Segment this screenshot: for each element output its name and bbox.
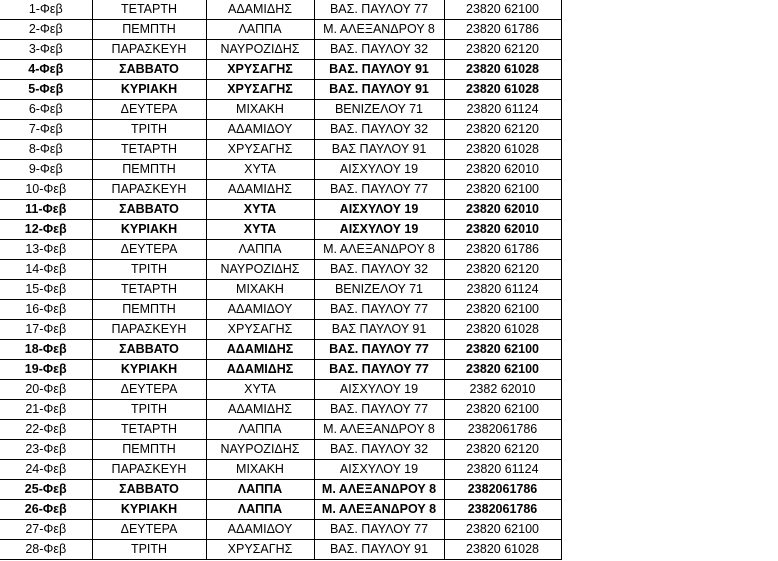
table-row <box>0 520 561 540</box>
name-cell: ΧΥΤΑ <box>206 160 314 180</box>
date-cell: 1-Φεβ <box>0 0 92 20</box>
phone-cell: 23820 61124 <box>444 100 561 120</box>
weekday-cell: ΤΕΤΑΡΤΗ <box>92 420 206 440</box>
weekday-cell: ΠΑΡΑΣΚΕΥΗ <box>92 180 206 200</box>
address-cell: ΑΙΣΧΥΛΟΥ 19 <box>314 380 444 400</box>
phone-cell: 23820 62100 <box>444 520 561 540</box>
phone-cell: 23820 62120 <box>444 440 561 460</box>
date-cell: 9-Φεβ <box>0 160 92 180</box>
weekday-cell: ΠΑΡΑΣΚΕΥΗ <box>92 40 206 60</box>
weekday-cell: ΚΥΡΙΑΚΗ <box>92 80 206 100</box>
name-cell: ΑΔΑΜΙΔΟΥ <box>206 520 314 540</box>
table-row <box>0 480 561 500</box>
weekday-cell: ΣΑΒΒΑΤΟ <box>92 340 206 360</box>
address-cell: ΒΑΣ. ΠΑΥΛΟΥ 32 <box>314 440 444 460</box>
weekday-cell: ΤΕΤΑΡΤΗ <box>92 0 206 20</box>
phone-cell: 23820 61124 <box>444 280 561 300</box>
phone-cell: 23820 62120 <box>444 260 561 280</box>
phone-cell: 23820 62100 <box>444 400 561 420</box>
phone-cell: 23820 61028 <box>444 140 561 160</box>
address-cell: ΒΑΣ. ΠΑΥΛΟΥ 32 <box>314 260 444 280</box>
date-cell: 17-Φεβ <box>0 320 92 340</box>
address-cell: ΑΙΣΧΥΛΟΥ 19 <box>314 220 444 240</box>
table-row <box>0 0 561 20</box>
date-cell: 28-Φεβ <box>0 540 92 560</box>
name-cell: ΧΡΥΣΑΓΗΣ <box>206 140 314 160</box>
date-cell: 15-Φεβ <box>0 280 92 300</box>
table-row <box>0 80 561 100</box>
phone-cell: 23820 61786 <box>444 240 561 260</box>
address-cell: Μ. ΑΛΕΞΑΝΔΡΟΥ 8 <box>314 420 444 440</box>
table-row <box>0 60 561 80</box>
weekday-cell: ΚΥΡΙΑΚΗ <box>92 220 206 240</box>
name-cell: ΑΔΑΜΙΔΗΣ <box>206 0 314 20</box>
name-cell: ΛΑΠΠΑ <box>206 420 314 440</box>
address-cell: ΑΙΣΧΥΛΟΥ 19 <box>314 200 444 220</box>
name-cell: ΝΑΥΡΟΖΙΔΗΣ <box>206 260 314 280</box>
phone-cell: 23820 62100 <box>444 340 561 360</box>
phone-cell: 2382 62010 <box>444 380 561 400</box>
address-cell: ΑΙΣΧΥΛΟΥ 19 <box>314 160 444 180</box>
phone-cell: 23820 62010 <box>444 220 561 240</box>
table-row <box>0 320 561 340</box>
table-row <box>0 40 561 60</box>
date-cell: 10-Φεβ <box>0 180 92 200</box>
address-cell: Μ. ΑΛΕΞΑΝΔΡΟΥ 8 <box>314 480 444 500</box>
name-cell: ΜΙΧΑΚΗ <box>206 100 314 120</box>
date-cell: 18-Φεβ <box>0 340 92 360</box>
weekday-cell: ΣΑΒΒΑΤΟ <box>92 480 206 500</box>
address-cell: Μ. ΑΛΕΞΑΝΔΡΟΥ 8 <box>314 20 444 40</box>
weekday-cell: ΔΕΥΤΕΡΑ <box>92 100 206 120</box>
table-row <box>0 100 561 120</box>
name-cell: ΑΔΑΜΙΔΟΥ <box>206 300 314 320</box>
name-cell: ΧΡΥΣΑΓΗΣ <box>206 540 314 560</box>
table-row <box>0 380 561 400</box>
weekday-cell: ΚΥΡΙΑΚΗ <box>92 500 206 520</box>
table-row <box>0 360 561 380</box>
table-row <box>0 200 561 220</box>
phone-cell: 23820 61028 <box>444 60 561 80</box>
name-cell: ΛΑΠΠΑ <box>206 480 314 500</box>
phone-cell: 23820 62010 <box>444 160 561 180</box>
phone-cell: 23820 61028 <box>444 80 561 100</box>
address-cell: ΒΕΝΙΖΕΛΟΥ 71 <box>314 100 444 120</box>
phone-cell: 2382061786 <box>444 480 561 500</box>
address-cell: ΒΑΣ. ΠΑΥΛΟΥ 77 <box>314 360 444 380</box>
date-cell: 4-Φεβ <box>0 60 92 80</box>
phone-cell: 23820 62100 <box>444 180 561 200</box>
name-cell: ΑΔΑΜΙΔΗΣ <box>206 180 314 200</box>
table-row <box>0 280 561 300</box>
table-row <box>0 540 561 560</box>
weekday-cell: ΣΑΒΒΑΤΟ <box>92 200 206 220</box>
address-cell: ΒΑΣ. ΠΑΥΛΟΥ 32 <box>314 120 444 140</box>
date-cell: 25-Φεβ <box>0 480 92 500</box>
address-cell: ΒΑΣ. ΠΑΥΛΟΥ 77 <box>314 340 444 360</box>
address-cell: ΒΕΝΙΖΕΛΟΥ 71 <box>314 280 444 300</box>
table-row <box>0 220 561 240</box>
name-cell: ΝΑΥΡΟΖΙΔΗΣ <box>206 40 314 60</box>
phone-cell: 23820 62120 <box>444 120 561 140</box>
address-cell: ΒΑΣ ΠΑΥΛΟΥ 91 <box>314 320 444 340</box>
weekday-cell: ΔΕΥΤΕΡΑ <box>92 240 206 260</box>
phone-cell: 2382061786 <box>444 420 561 440</box>
weekday-cell: ΔΕΥΤΕΡΑ <box>92 380 206 400</box>
table-row <box>0 120 561 140</box>
weekday-cell: ΠΕΜΠΤΗ <box>92 440 206 460</box>
table-row <box>0 340 561 360</box>
name-cell: ΑΔΑΜΙΔΗΣ <box>206 400 314 420</box>
weekday-cell: ΠΕΜΠΤΗ <box>92 300 206 320</box>
address-cell: Μ. ΑΛΕΞΑΝΔΡΟΥ 8 <box>314 500 444 520</box>
address-cell: ΒΑΣ. ΠΑΥΛΟΥ 77 <box>314 0 444 20</box>
address-cell: ΒΑΣ. ΠΑΥΛΟΥ 77 <box>314 400 444 420</box>
address-cell: Μ. ΑΛΕΞΑΝΔΡΟΥ 8 <box>314 240 444 260</box>
weekday-cell: ΠΕΜΠΤΗ <box>92 160 206 180</box>
name-cell: ΧΡΥΣΑΓΗΣ <box>206 80 314 100</box>
address-cell: ΒΑΣ. ΠΑΥΛΟΥ 77 <box>314 180 444 200</box>
address-cell: ΒΑΣ ΠΑΥΛΟΥ 91 <box>314 140 444 160</box>
name-cell: ΛΑΠΠΑ <box>206 20 314 40</box>
date-cell: 21-Φεβ <box>0 400 92 420</box>
phone-cell: 23820 61028 <box>444 540 561 560</box>
date-cell: 3-Φεβ <box>0 40 92 60</box>
weekday-cell: ΤΡΙΤΗ <box>92 260 206 280</box>
weekday-cell: ΤΡΙΤΗ <box>92 540 206 560</box>
date-cell: 24-Φεβ <box>0 460 92 480</box>
name-cell: ΧΥΤΑ <box>206 380 314 400</box>
table-row <box>0 440 561 460</box>
address-cell: ΒΑΣ. ΠΑΥΛΟΥ 32 <box>314 40 444 60</box>
table-row <box>0 240 561 260</box>
weekday-cell: ΣΑΒΒΑΤΟ <box>92 60 206 80</box>
weekday-cell: ΤΡΙΤΗ <box>92 120 206 140</box>
weekday-cell: ΠΕΜΠΤΗ <box>92 20 206 40</box>
name-cell: ΑΔΑΜΙΔΗΣ <box>206 360 314 380</box>
phone-cell: 23820 62120 <box>444 40 561 60</box>
date-cell: 22-Φεβ <box>0 420 92 440</box>
name-cell: ΛΑΠΠΑ <box>206 240 314 260</box>
table-row <box>0 420 561 440</box>
date-cell: 19-Φεβ <box>0 360 92 380</box>
date-cell: 12-Φεβ <box>0 220 92 240</box>
weekday-cell: ΠΑΡΑΣΚΕΥΗ <box>92 460 206 480</box>
phone-cell: 23820 61028 <box>444 320 561 340</box>
date-cell: 7-Φεβ <box>0 120 92 140</box>
date-cell: 27-Φεβ <box>0 520 92 540</box>
phone-cell: 23820 62010 <box>444 200 561 220</box>
name-cell: ΝΑΥΡΟΖΙΔΗΣ <box>206 440 314 460</box>
weekday-cell: ΤΡΙΤΗ <box>92 400 206 420</box>
address-cell: ΒΑΣ. ΠΑΥΛΟΥ 91 <box>314 80 444 100</box>
weekday-cell: ΤΕΤΑΡΤΗ <box>92 280 206 300</box>
date-cell: 8-Φεβ <box>0 140 92 160</box>
address-cell: ΒΑΣ. ΠΑΥΛΟΥ 77 <box>314 300 444 320</box>
table-row <box>0 140 561 160</box>
date-cell: 16-Φεβ <box>0 300 92 320</box>
address-cell: ΒΑΣ. ΠΑΥΛΟΥ 77 <box>314 520 444 540</box>
table-row <box>0 500 561 520</box>
date-cell: 23-Φεβ <box>0 440 92 460</box>
date-cell: 11-Φεβ <box>0 200 92 220</box>
phone-cell: 23820 61786 <box>444 20 561 40</box>
date-cell: 5-Φεβ <box>0 80 92 100</box>
date-cell: 26-Φεβ <box>0 500 92 520</box>
table-row <box>0 300 561 320</box>
name-cell: ΧΡΥΣΑΓΗΣ <box>206 60 314 80</box>
date-cell: 6-Φεβ <box>0 100 92 120</box>
weekday-cell: ΠΑΡΑΣΚΕΥΗ <box>92 320 206 340</box>
table-row <box>0 20 561 40</box>
name-cell: ΧΡΥΣΑΓΗΣ <box>206 320 314 340</box>
name-cell: ΑΔΑΜΙΔΟΥ <box>206 120 314 140</box>
name-cell: ΛΑΠΠΑ <box>206 500 314 520</box>
table-row <box>0 260 561 280</box>
name-cell: ΜΙΧΑΚΗ <box>206 280 314 300</box>
phone-cell: 2382061786 <box>444 500 561 520</box>
weekday-cell: ΤΕΤΑΡΤΗ <box>92 140 206 160</box>
phone-cell: 23820 62100 <box>444 0 561 20</box>
name-cell: ΜΙΧΑΚΗ <box>206 460 314 480</box>
table-row <box>0 180 561 200</box>
address-cell: ΒΑΣ. ΠΑΥΛΟΥ 91 <box>314 60 444 80</box>
name-cell: ΧΥΤΑ <box>206 220 314 240</box>
date-cell: 13-Φεβ <box>0 240 92 260</box>
table-row <box>0 400 561 420</box>
date-cell: 2-Φεβ <box>0 20 92 40</box>
weekday-cell: ΚΥΡΙΑΚΗ <box>92 360 206 380</box>
address-cell: ΑΙΣΧΥΛΟΥ 19 <box>314 460 444 480</box>
table-row <box>0 460 561 480</box>
phone-cell: 23820 61124 <box>444 460 561 480</box>
date-cell: 14-Φεβ <box>0 260 92 280</box>
phone-cell: 23820 62100 <box>444 300 561 320</box>
table-row <box>0 160 561 180</box>
name-cell: ΧΥΤΑ <box>206 200 314 220</box>
date-cell: 20-Φεβ <box>0 380 92 400</box>
address-cell: ΒΑΣ. ΠΑΥΛΟΥ 91 <box>314 540 444 560</box>
phone-cell: 23820 62100 <box>444 360 561 380</box>
weekday-cell: ΔΕΥΤΕΡΑ <box>92 520 206 540</box>
name-cell: ΑΔΑΜΙΔΗΣ <box>206 340 314 360</box>
